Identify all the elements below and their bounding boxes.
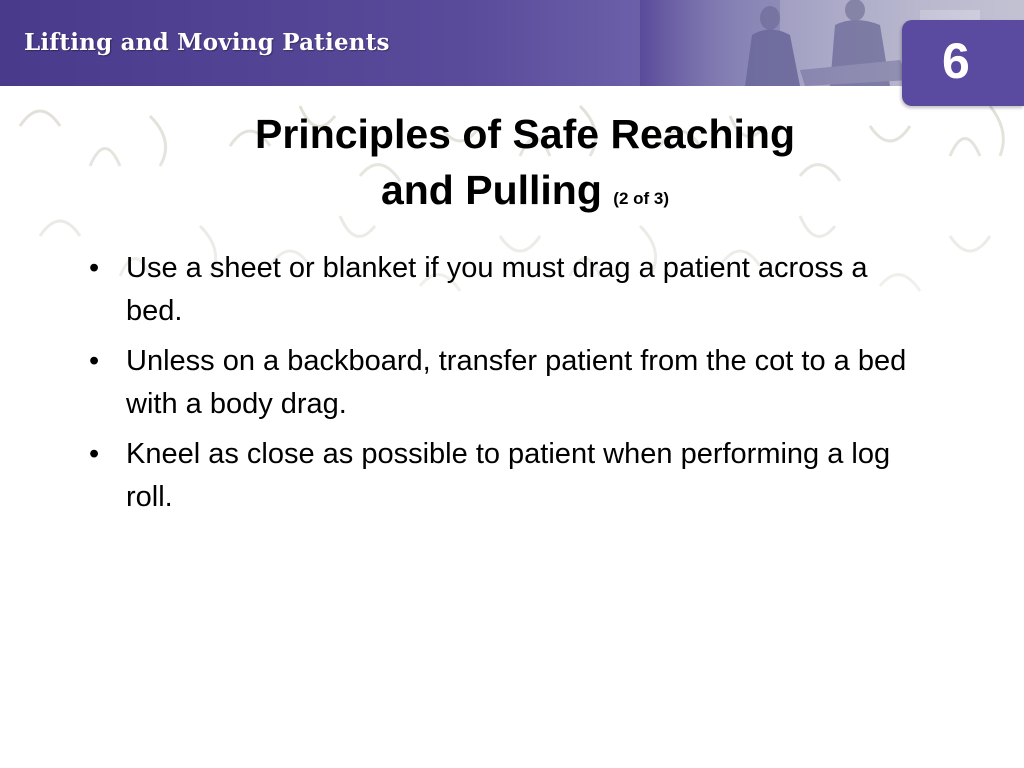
slide-title xyxy=(0,106,1024,227)
bullet-text: Kneel as close as possible to patient when performing a log roll. xyxy=(126,438,891,513)
slide-title-line2: and Pulling xyxy=(380,167,602,213)
header-title: Lifting and Moving Patients xyxy=(24,29,390,56)
bullet-icon: • xyxy=(89,252,100,284)
slide-title-line1: Principles of Safe Reaching xyxy=(255,111,795,157)
bullet-text: Use a sheet or blanket if you must drag a patient across a bed. xyxy=(126,252,868,327)
slide-title-suffix: (2 of 3) xyxy=(613,189,670,208)
bullet-item xyxy=(89,247,909,333)
bullet-icon: • xyxy=(89,438,100,470)
bullet-list xyxy=(89,247,909,526)
bullet-item xyxy=(89,340,909,426)
bullet-text: Unless on a backboard, transfer patient from the cot to a bed with a body drag. xyxy=(126,345,907,420)
bullet-icon: • xyxy=(89,345,100,377)
bullet-item xyxy=(89,433,909,519)
chapter-number: 6 xyxy=(942,33,970,89)
slide-title-line2-wrap xyxy=(0,162,1024,227)
header-bar xyxy=(0,0,1024,89)
chapter-badge xyxy=(902,20,1024,106)
